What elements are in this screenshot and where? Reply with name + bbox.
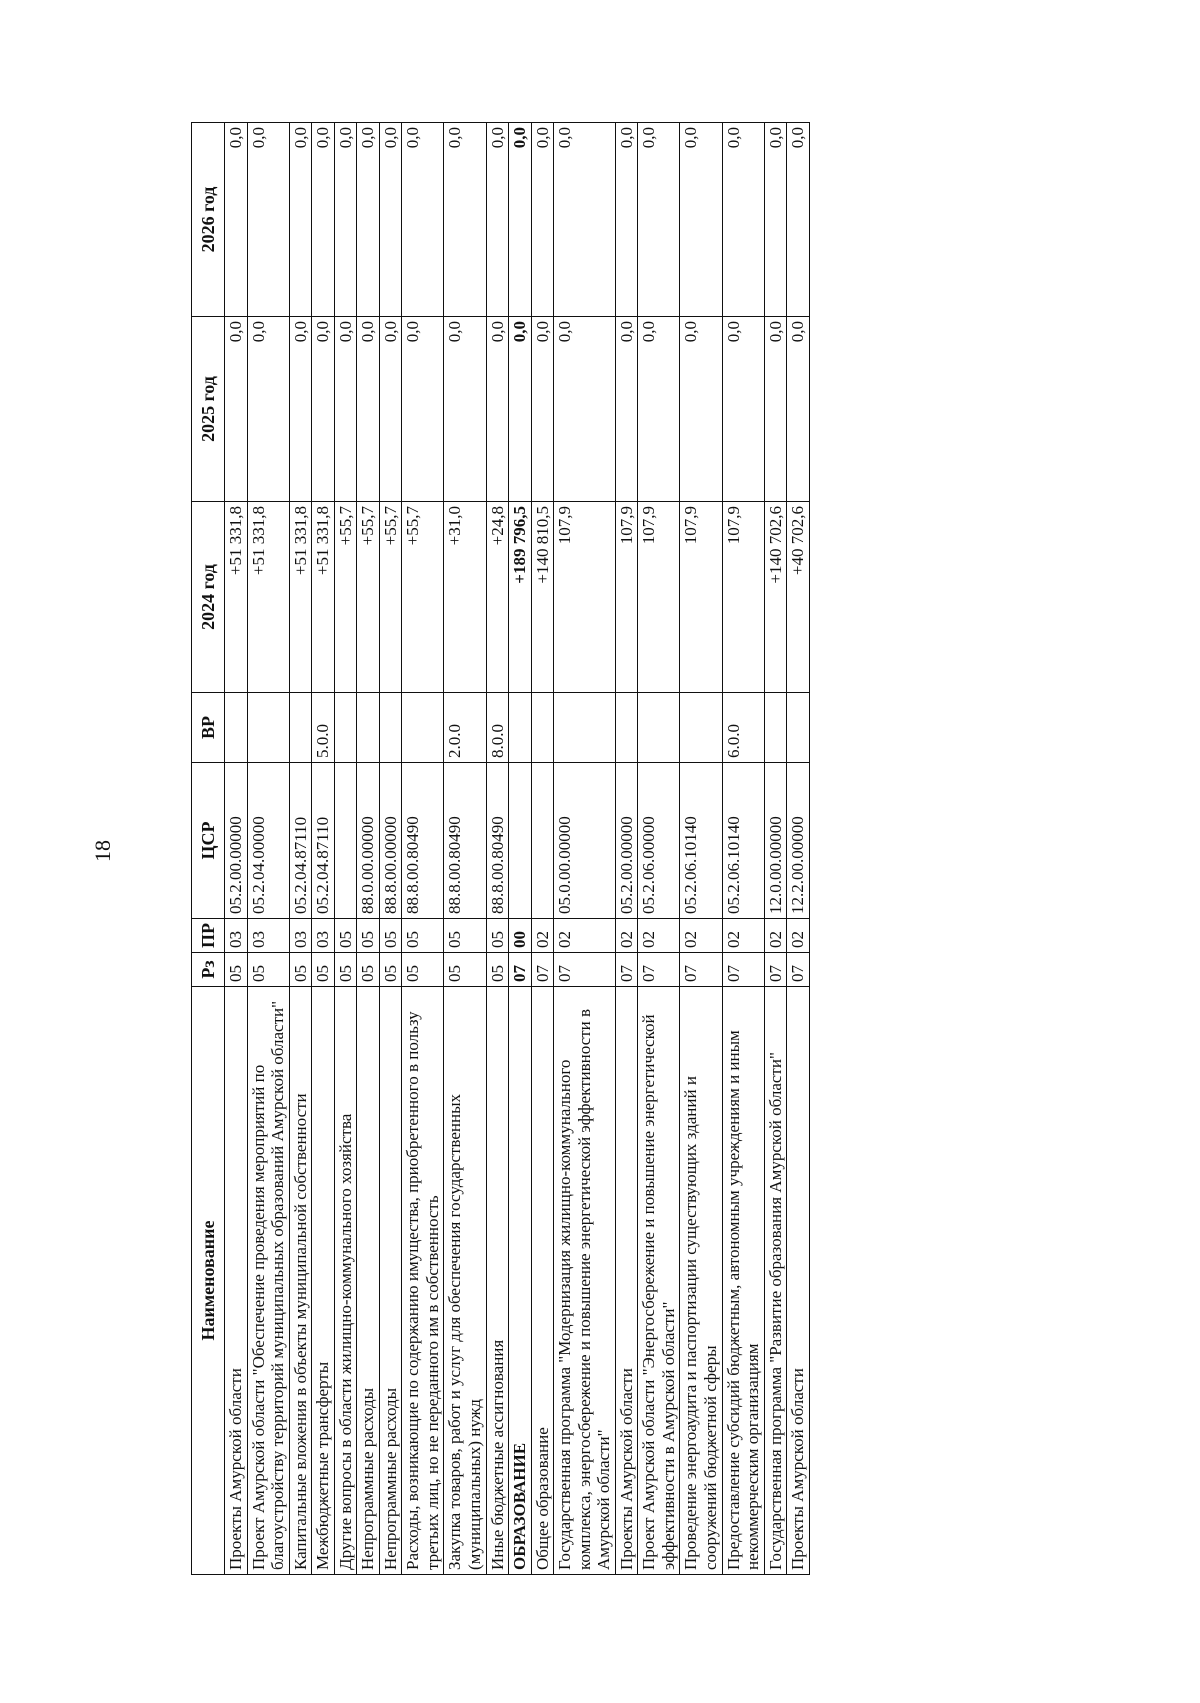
table-row (379, 123, 402, 1575)
header-vr: ВР (192, 693, 225, 763)
cell-2024: +55,7 (334, 502, 357, 693)
cell-2026: 0,0 (289, 123, 312, 317)
cell-2024: +31,0 (444, 502, 486, 693)
cell-2025: 0,0 (357, 317, 380, 502)
cell-2024: +51 331,8 (312, 502, 335, 693)
cell-vr (787, 693, 810, 763)
cell-2024: 107,9 (554, 502, 616, 693)
cell-2025: 0,0 (764, 317, 787, 502)
cell-pr: 03 (312, 919, 335, 953)
cell-rz: 05 (289, 953, 312, 987)
cell-name: Непрограммные расходы (357, 987, 380, 1575)
cell-2024: 107,9 (638, 502, 680, 693)
cell-pr: 02 (531, 919, 554, 953)
cell-csr: 12.2.00.00000 (787, 763, 810, 919)
cell-pr: 05 (486, 919, 509, 953)
cell-csr: 05.2.04.87110 (289, 763, 312, 919)
cell-rz: 07 (615, 953, 638, 987)
table-rotation-frame (191, 123, 1063, 1575)
cell-2026: 0,0 (312, 123, 335, 317)
cell-csr (531, 763, 554, 919)
cell-name: Предоставление субсидий бюджетным, автономным учреждениям и иным некоммерческим организациям (722, 987, 764, 1575)
cell-vr (247, 693, 289, 763)
table-row (638, 123, 680, 1575)
cell-2024: +51 331,8 (289, 502, 312, 693)
cell-2026: 0,0 (509, 123, 532, 317)
table-row (787, 123, 810, 1575)
cell-csr: 05.2.00.00000 (615, 763, 638, 919)
cell-2024: +51 331,8 (247, 502, 289, 693)
header-rz: Рз (192, 953, 225, 987)
cell-name: Другие вопросы в области жилищно-коммунального хозяйства (334, 987, 357, 1575)
cell-csr: 88.8.00.80490 (486, 763, 509, 919)
cell-2026: 0,0 (764, 123, 787, 317)
cell-rz: 05 (312, 953, 335, 987)
cell-name: Проекты Амурской области (615, 987, 638, 1575)
cell-csr: 88.8.00.80490 (402, 763, 444, 919)
table-row (444, 123, 486, 1575)
cell-rz: 05 (379, 953, 402, 987)
cell-rz: 07 (509, 953, 532, 987)
cell-rz: 05 (357, 953, 380, 987)
table-header (192, 123, 225, 1575)
cell-2025: 0,0 (615, 317, 638, 502)
cell-csr: 12.0.00.00000 (764, 763, 787, 919)
cell-vr (334, 693, 357, 763)
cell-2026: 0,0 (787, 123, 810, 317)
cell-pr: 02 (615, 919, 638, 953)
budget-table (191, 122, 810, 1575)
header-csr: ЦСР (192, 763, 225, 919)
cell-vr: 6.0.0 (722, 693, 764, 763)
cell-2025: 0,0 (509, 317, 532, 502)
cell-pr: 05 (444, 919, 486, 953)
cell-csr: 88.0.00.00000 (357, 763, 380, 919)
cell-2025: 0,0 (638, 317, 680, 502)
cell-name: Иные бюджетные ассигнования (486, 987, 509, 1575)
cell-2024: +24,8 (486, 502, 509, 693)
cell-2025: 0,0 (379, 317, 402, 502)
header-row (192, 123, 225, 1575)
cell-2025: 0,0 (787, 317, 810, 502)
table-row (312, 123, 335, 1575)
cell-2024: 107,9 (722, 502, 764, 693)
cell-2025: 0,0 (402, 317, 444, 502)
cell-csr: 05.2.06.00000 (638, 763, 680, 919)
page-number: 18 (90, 840, 115, 862)
table-row (402, 123, 444, 1575)
table-row (680, 123, 722, 1575)
cell-name: Межбюджетные трансферты (312, 987, 335, 1575)
cell-2024: 107,9 (680, 502, 722, 693)
cell-name: Капитальные вложения в объекты муниципальной собственности (289, 987, 312, 1575)
cell-2026: 0,0 (638, 123, 680, 317)
cell-2025: 0,0 (444, 317, 486, 502)
cell-name: Проведение энергоаудита и паспортизации существующих зданий и сооружений бюджетной сферы (680, 987, 722, 1575)
cell-vr: 5.0.0 (312, 693, 335, 763)
header-2024: 2024 год (192, 502, 225, 693)
cell-rz: 05 (247, 953, 289, 987)
cell-rz: 07 (722, 953, 764, 987)
cell-2024: +55,7 (357, 502, 380, 693)
cell-name: Расходы, возникающие по содержанию имущества, приобретенного в пользу третьих лиц, но не переданного им в собственность (402, 987, 444, 1575)
cell-rz: 05 (334, 953, 357, 987)
cell-2024: +40 702,6 (787, 502, 810, 693)
table-row (509, 123, 532, 1575)
table-row (225, 123, 248, 1575)
cell-csr: 88.8.00.80490 (444, 763, 486, 919)
cell-2024: +55,7 (402, 502, 444, 693)
cell-csr: 05.2.04.87110 (312, 763, 335, 919)
cell-name: Общее образование (531, 987, 554, 1575)
cell-rz: 07 (680, 953, 722, 987)
cell-vr (638, 693, 680, 763)
cell-2026: 0,0 (225, 123, 248, 317)
cell-vr (680, 693, 722, 763)
cell-name: Проекты Амурской области (787, 987, 810, 1575)
cell-2026: 0,0 (444, 123, 486, 317)
table-row (554, 123, 616, 1575)
cell-2026: 0,0 (680, 123, 722, 317)
cell-csr: 05.0.00.00000 (554, 763, 616, 919)
header-2025: 2025 год (192, 317, 225, 502)
cell-2025: 0,0 (334, 317, 357, 502)
cell-2026: 0,0 (615, 123, 638, 317)
cell-2025: 0,0 (531, 317, 554, 502)
cell-2024: +55,7 (379, 502, 402, 693)
cell-2024: +140 810,5 (531, 502, 554, 693)
cell-2025: 0,0 (554, 317, 616, 502)
cell-rz: 07 (554, 953, 616, 987)
table-row (722, 123, 764, 1575)
cell-vr (531, 693, 554, 763)
cell-vr (554, 693, 616, 763)
cell-2026: 0,0 (486, 123, 509, 317)
cell-csr: 88.8.00.00000 (379, 763, 402, 919)
header-2026: 2026 год (192, 123, 225, 317)
cell-rz: 05 (402, 953, 444, 987)
cell-rz: 05 (444, 953, 486, 987)
cell-rz: 05 (486, 953, 509, 987)
table-row (289, 123, 312, 1575)
cell-2025: 0,0 (312, 317, 335, 502)
cell-vr (764, 693, 787, 763)
cell-name: Проект Амурской области "Обеспечение проведения мероприятий по благоустройству территорий муниципальных образований Амурской области" (247, 987, 289, 1575)
cell-2026: 0,0 (531, 123, 554, 317)
cell-rz: 07 (787, 953, 810, 987)
cell-pr: 02 (764, 919, 787, 953)
table-row (486, 123, 509, 1575)
cell-name: Государственная программа "Развитие образования Амурской области" (764, 987, 787, 1575)
cell-csr (334, 763, 357, 919)
cell-rz: 07 (764, 953, 787, 987)
cell-2025: 0,0 (289, 317, 312, 502)
table-row (357, 123, 380, 1575)
cell-vr (509, 693, 532, 763)
cell-vr (402, 693, 444, 763)
cell-2024: +140 702,6 (764, 502, 787, 693)
cell-name: Государственная программа "Модернизация жилищно-коммунального комплекса, энергосбережение и повышение энергетической эффективности в Амурской области" (554, 987, 616, 1575)
cell-csr: 05.2.06.10140 (722, 763, 764, 919)
cell-csr (509, 763, 532, 919)
cell-csr: 05.2.04.00000 (247, 763, 289, 919)
cell-rz: 05 (225, 953, 248, 987)
table-row (615, 123, 638, 1575)
cell-pr: 02 (554, 919, 616, 953)
cell-2024: 107,9 (615, 502, 638, 693)
cell-name: Закупка товаров, работ и услуг для обеспечения государственных (муниципальных) нужд (444, 987, 486, 1575)
table-row (334, 123, 357, 1575)
cell-2026: 0,0 (402, 123, 444, 317)
cell-pr: 02 (722, 919, 764, 953)
cell-vr (379, 693, 402, 763)
cell-vr: 2.0.0 (444, 693, 486, 763)
cell-rz: 07 (638, 953, 680, 987)
cell-pr: 03 (225, 919, 248, 953)
cell-pr: 05 (402, 919, 444, 953)
cell-name: ОБРАЗОВАНИЕ (509, 987, 532, 1575)
cell-2025: 0,0 (486, 317, 509, 502)
cell-vr (357, 693, 380, 763)
rotated-table-area (191, 123, 1063, 1575)
cell-2024: +51 331,8 (225, 502, 248, 693)
table-row (531, 123, 554, 1575)
cell-pr: 02 (787, 919, 810, 953)
cell-pr: 05 (357, 919, 380, 953)
cell-csr: 05.2.00.00000 (225, 763, 248, 919)
cell-pr: 02 (638, 919, 680, 953)
header-pr: ПР (192, 919, 225, 953)
cell-2026: 0,0 (554, 123, 616, 317)
cell-pr: 03 (289, 919, 312, 953)
cell-2026: 0,0 (722, 123, 764, 317)
cell-2026: 0,0 (334, 123, 357, 317)
cell-2026: 0,0 (357, 123, 380, 317)
cell-csr: 05.2.06.10140 (680, 763, 722, 919)
cell-2025: 0,0 (722, 317, 764, 502)
cell-pr: 03 (247, 919, 289, 953)
cell-vr (225, 693, 248, 763)
header-name: Наименование (192, 987, 225, 1575)
cell-pr: 00 (509, 919, 532, 953)
cell-2026: 0,0 (247, 123, 289, 317)
cell-name: Проект Амурской области "Энергосбережение и повышение энергетической эффективности в Амурской области" (638, 987, 680, 1575)
cell-2026: 0,0 (379, 123, 402, 317)
cell-2025: 0,0 (680, 317, 722, 502)
cell-2024: +189 796,5 (509, 502, 532, 693)
cell-pr: 02 (680, 919, 722, 953)
cell-pr: 05 (334, 919, 357, 953)
cell-vr (615, 693, 638, 763)
cell-2025: 0,0 (225, 317, 248, 502)
cell-name: Непрограммные расходы (379, 987, 402, 1575)
table-row (764, 123, 787, 1575)
cell-vr: 8.0.0 (486, 693, 509, 763)
cell-2025: 0,0 (247, 317, 289, 502)
cell-name: Проекты Амурской области (225, 987, 248, 1575)
cell-rz: 07 (531, 953, 554, 987)
table-row (247, 123, 289, 1575)
cell-vr (289, 693, 312, 763)
table-body (225, 123, 810, 1575)
cell-pr: 05 (379, 919, 402, 953)
